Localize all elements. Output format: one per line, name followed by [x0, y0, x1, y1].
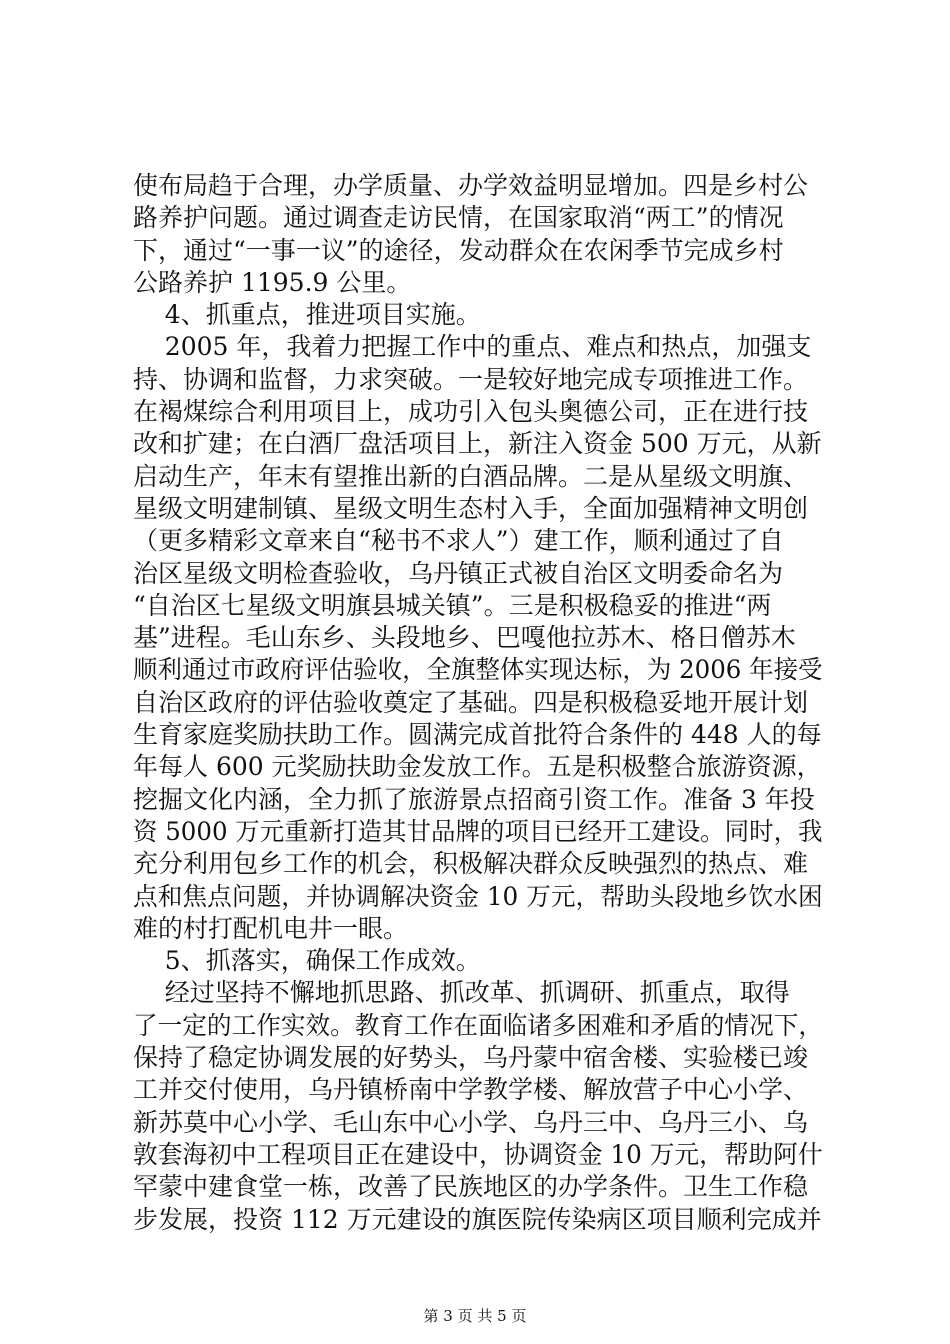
page-footer: 第 3 页 共 5 页: [423, 1307, 527, 1325]
text-line: 难的村打配机电井一眼。: [133, 913, 409, 943]
text-line: 公路养护 1195.9 公里。: [133, 267, 412, 297]
text-line: 敦套海初中工程项目正在建设中，协调资金 10 万元，帮助阿什: [133, 1139, 823, 1169]
text-line: （更多精彩文章来自“秘书不求人”）建工作，顺利通过了自: [133, 526, 784, 556]
text-line: 在褐煤综合利用项目上，成功引入包头奥德公司，正在进行技: [133, 397, 809, 427]
text-line: 顺利通过市政府评估验收，全旗整体实现达标，为 2006 年接受: [133, 655, 823, 685]
text-line: 步发展，投资 112 万元建设的旗医院传染病区项目顺利完成并: [133, 1204, 822, 1234]
text-line: 持、协调和监督，力求突破。一是较好地完成专项推进工作。: [133, 364, 809, 394]
text-line: 工并交付使用，乌丹镇桥南中学教学楼、解放营子中心小学、: [133, 1075, 809, 1105]
text-line: “自治区七星级文明旗县城关镇”。三是积极稳妥的推进“两: [133, 590, 772, 620]
text-line: 治区星级文明检查验收，乌丹镇正式被自治区文明委命名为: [133, 558, 784, 588]
text-line: 年每人 600 元奖励扶助金发放工作。五是积极整合旅游资源，: [133, 752, 822, 782]
text-line: 经过坚持不懈地抓思路、抓改革、抓调研、抓重点，取得: [133, 978, 790, 1008]
text-line: 了一定的工作实效。教育工作在面临诸多困难和矛盾的情况下，: [133, 1010, 824, 1040]
document-body: [133, 170, 833, 1236]
text-line: 资 5000 万元重新打造其甘品牌的项目已经开工建设。同时，我: [133, 816, 823, 846]
text-line: 使布局趋于合理，办学质量、办学效益明显增加。四是乡村公: [133, 171, 809, 200]
text-line: 下，通过“一事一议”的途径，发动群众在农闲季节完成乡村: [133, 235, 784, 265]
text-line: 4、抓重点，推进项目实施。: [133, 300, 481, 330]
text-line: 启动生产，年末有望推出新的白酒品牌。二是从星级文明旗、: [133, 461, 809, 491]
text-line: 生育家庭奖励扶助工作。圆满完成首批符合条件的 448 人的每: [133, 720, 822, 750]
text-line: 2005 年，我着力把握工作中的重点、难点和热点，加强支: [133, 332, 812, 362]
text-line: 路养护问题。通过调查走访民情，在国家取消“两工”的情况: [133, 203, 784, 233]
text-line: 5、抓落实，确保工作成效。: [133, 946, 481, 976]
text-line: 充分利用包乡工作的机会，积极解决群众反映强烈的热点、难: [133, 849, 809, 879]
text-line: 保持了稳定协调发展的好势头，乌丹蒙中宿舍楼、实验楼已竣: [133, 1043, 809, 1073]
text-line: 自治区政府的评估验收奠定了基础。四是积极稳妥地开展计划: [133, 687, 809, 717]
text-line: 点和焦点问题，并协调解决资金 10 万元，帮助头段地乡饮水困: [133, 881, 823, 911]
text-line: 星级文明建制镇、星级文明生态村入手，全面加强精神文明创: [133, 493, 809, 523]
text-line: 挖掘文化内涵，全力抓了旅游景点招商引资工作。准备 3 年投: [133, 784, 815, 814]
text-line: 改和扩建；在白酒厂盘活项目上，新注入资金 500 万元，从新: [133, 429, 822, 459]
text-line: 罕蒙中建食堂一栋，改善了民族地区的办学条件。卫生工作稳: [133, 1172, 809, 1202]
text-line: 基”进程。毛山东乡、头段地乡、巴嘎他拉苏木、格日僧苏木: [133, 623, 796, 653]
text-line: 新苏莫中心小学、毛山东中心小学、乌丹三中、乌丹三小、乌: [133, 1107, 809, 1137]
